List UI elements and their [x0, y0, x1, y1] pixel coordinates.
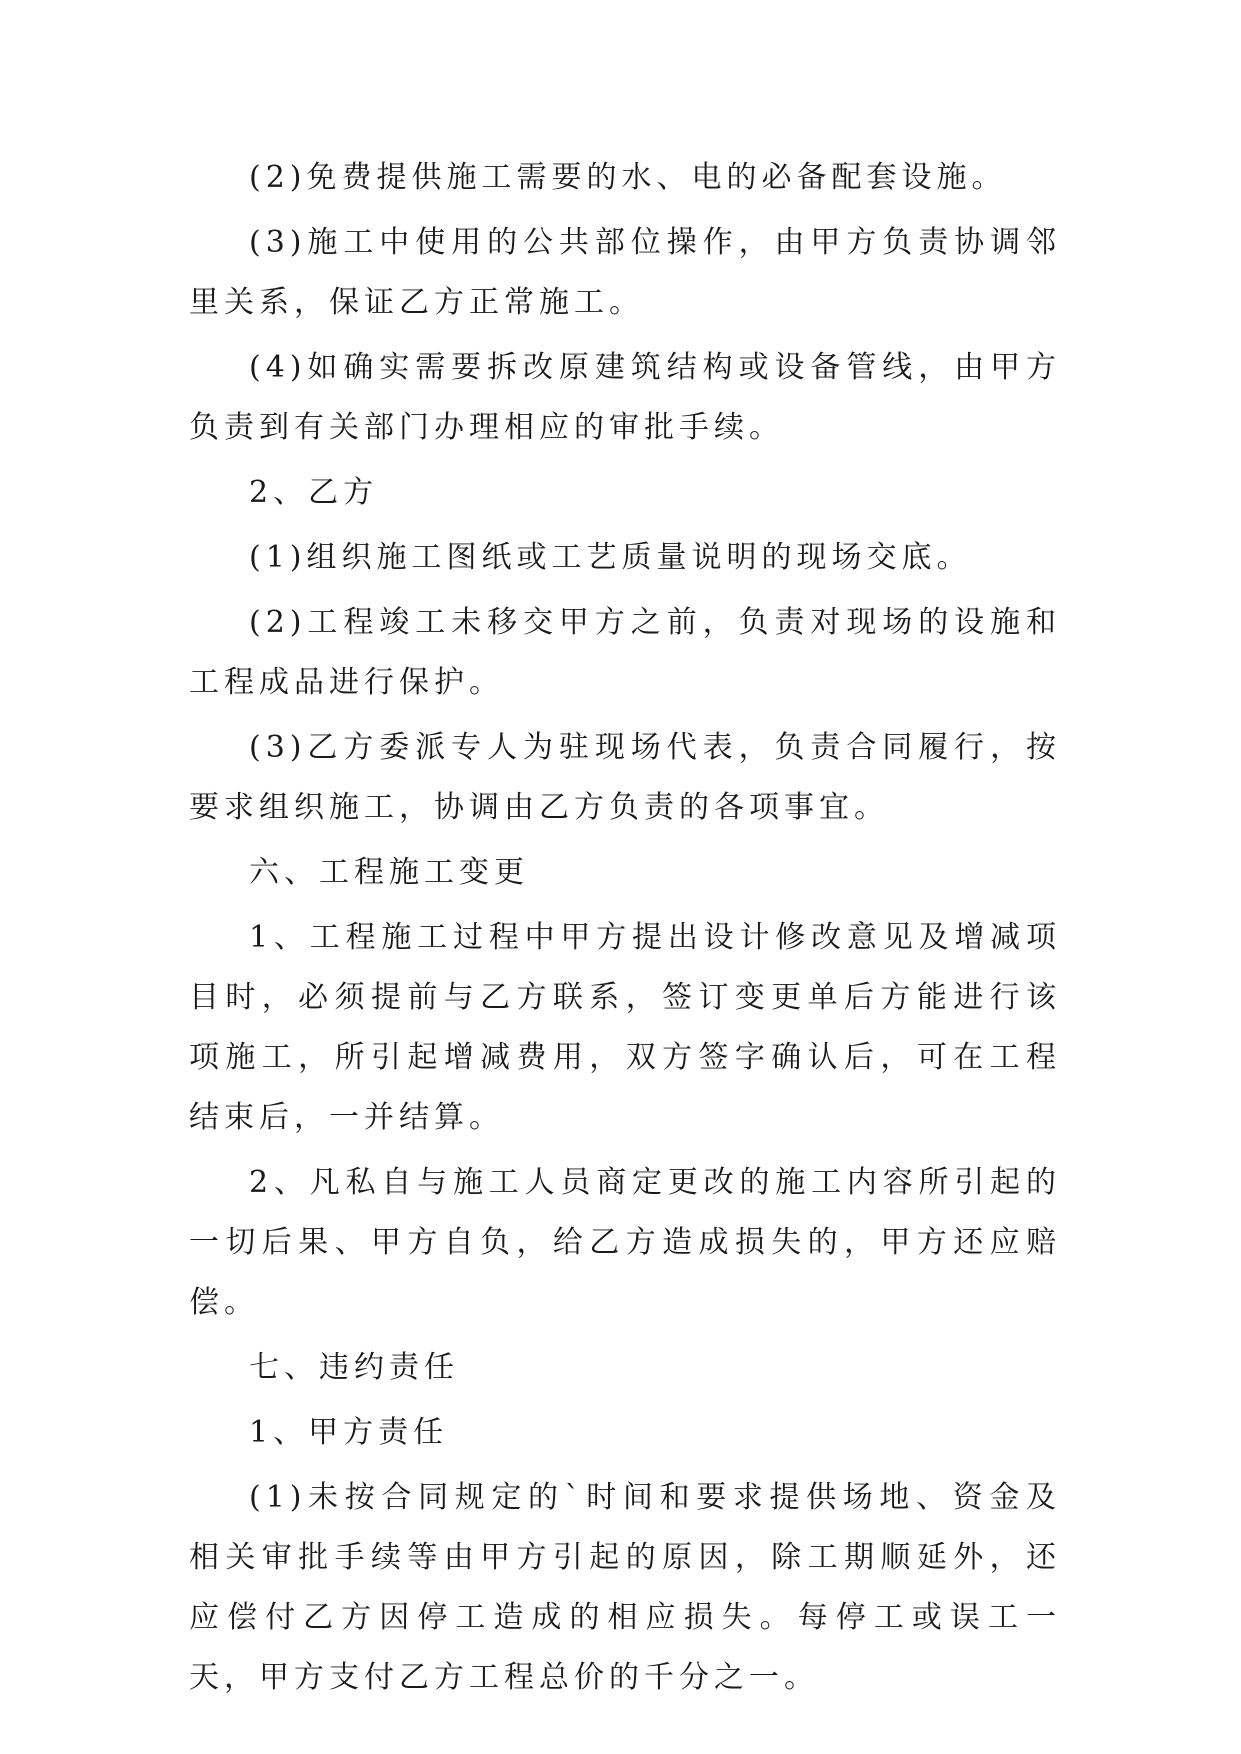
section-heading-liability: 七、违约责任: [249, 1350, 459, 1385]
document-body: [189, 148, 1061, 1713]
heading-party-a-liability: 1、甲方责任: [249, 1415, 449, 1450]
paragraph-liability-item-1: (1)未按合同规定的`时间和要求提供场地、资金及相关审批手续等由甲方引起的原因，除工期顺延外，还应偿付乙方因停工造成的相应损失。每停工或误工一天，甲方支付乙方工程总价的千分之一。: [189, 1480, 1061, 1695]
paragraph-party-a-item-3: (3)施工中使用的公共部位操作，由甲方负责协调邻里关系，保证乙方正常施工。: [189, 225, 1061, 320]
section-heading-changes: 六、工程施工变更: [249, 855, 529, 890]
paragraph-party-a-item-2: (2)免费提供施工需要的水、电的必备配套设施。: [249, 160, 1007, 195]
paragraph-changes-item-1: 1、工程施工过程中甲方提出设计修改意见及增减项目时，必须提前与乙方联系，签订变更单后方能进行该项施工，所引起增减费用，双方签字确认后，可在工程结束后，一并结算。: [189, 920, 1061, 1135]
heading-party-b: 2、乙方: [249, 475, 379, 510]
paragraph-party-b-item-1: (1)组织施工图纸或工艺质量说明的现场交底。: [249, 540, 972, 575]
paragraph-changes-item-2: 2、凡私自与施工人员商定更改的施工内容所引起的一切后果、甲方自负，给乙方造成损失的，甲方还应赔偿。: [189, 1165, 1061, 1320]
paragraph-party-a-item-4: (4)如确实需要拆改原建筑结构或设备管线，由甲方负责到有关部门办理相应的审批手续。: [189, 350, 1061, 445]
paragraph-party-b-item-2: (2)工程竣工未移交甲方之前，负责对现场的设施和工程成品进行保护。: [189, 605, 1061, 700]
paragraph-party-b-item-3: (3)乙方委派专人为驻现场代表，负责合同履行，按要求组织施工，协调由乙方负责的各项事宜。: [189, 730, 1061, 825]
